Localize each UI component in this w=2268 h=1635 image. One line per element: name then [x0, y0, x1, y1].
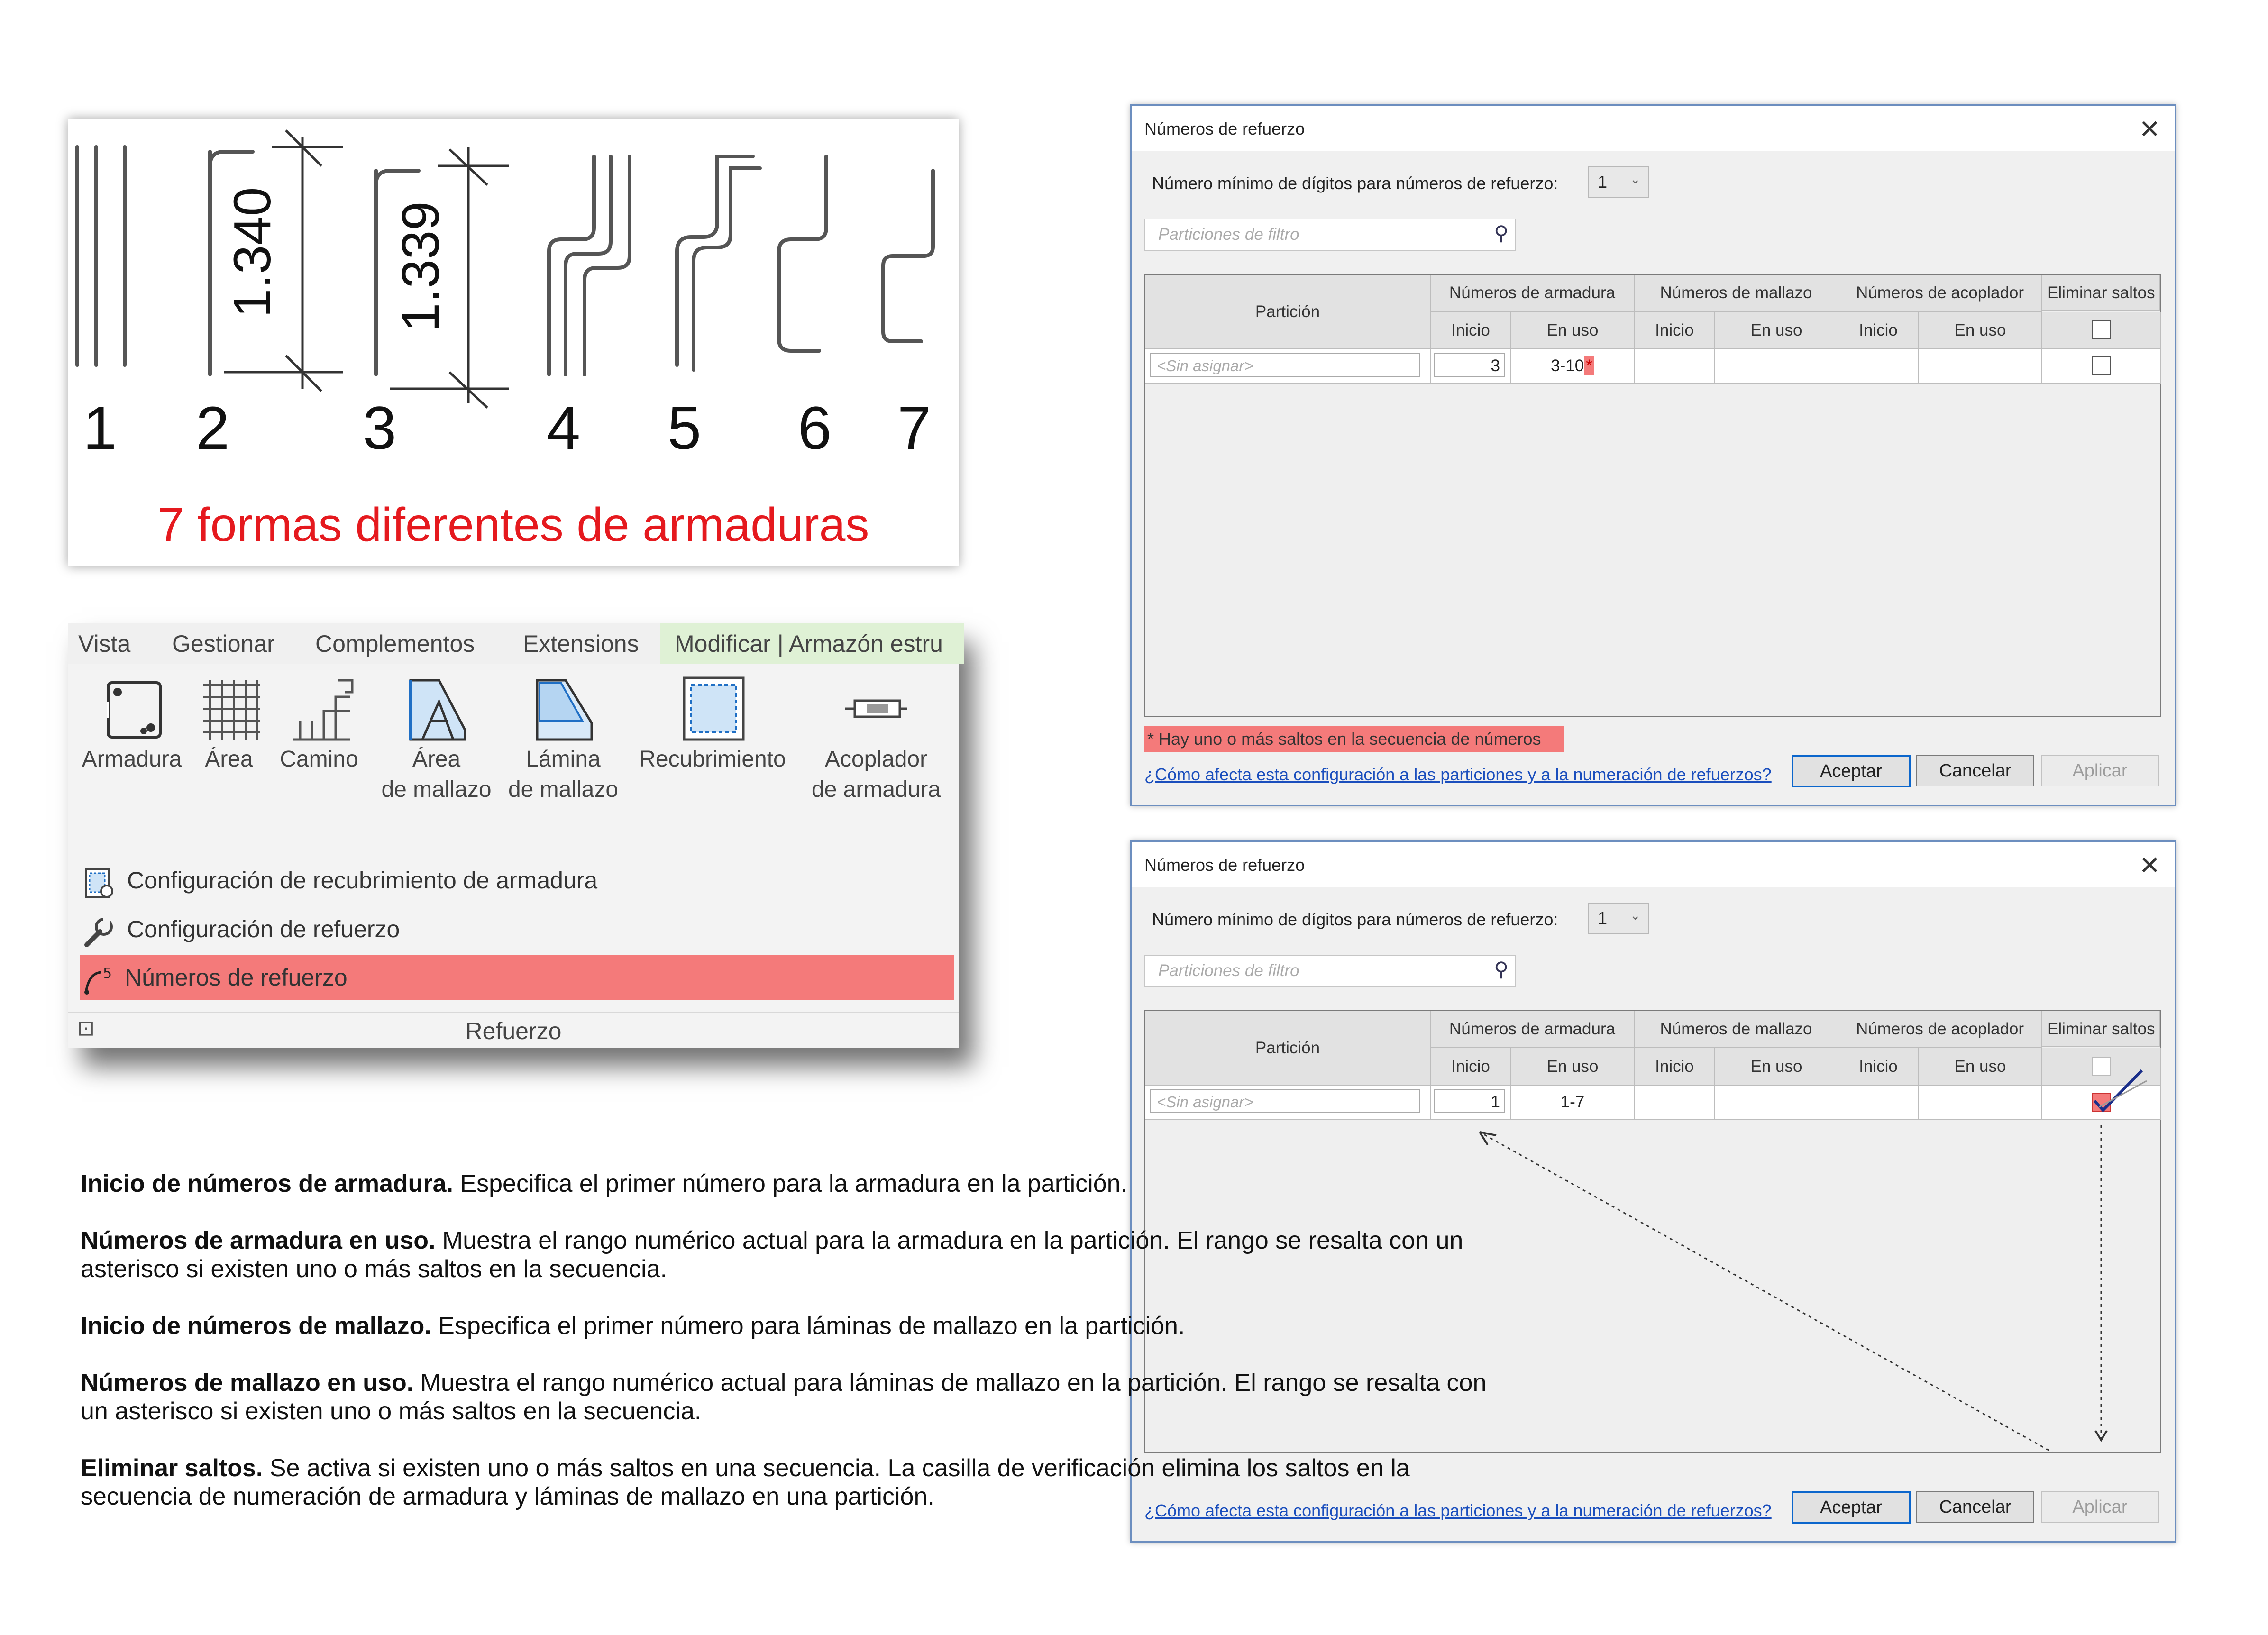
dialog-title-bar [1132, 842, 2175, 887]
shape-number-5: 5 [668, 394, 702, 462]
row-eliminar-saltos-checkbox[interactable] [2092, 356, 2111, 375]
group-mallazo-header: Números de mallazo [1635, 275, 1838, 312]
row-armadura-en-uso-cell [1511, 349, 1635, 384]
mallazo-inicio-header: Inicio [1635, 1048, 1715, 1086]
description-paragraph [81, 1369, 1503, 1425]
close-icon[interactable]: ✕ [2139, 851, 2160, 880]
cancel-button[interactable]: Cancelar [1916, 755, 2034, 786]
armadura-button[interactable] [77, 673, 186, 775]
menu-configuracion-refuerzo-label: Configuración de refuerzo [127, 916, 400, 942]
area-reinforcement-icon [193, 673, 265, 744]
rebar-numbers-dialog-top [1130, 104, 2176, 806]
mallazo-en-uso-header: En uso [1715, 1048, 1838, 1086]
gap-asterisk-badge: * [1584, 356, 1594, 375]
shape-5-bar-b [694, 168, 760, 370]
armadura-inicio-header: Inicio [1431, 312, 1511, 349]
area-button[interactable] [189, 673, 269, 775]
dialog-title: Números de refuerzo [1144, 855, 1305, 875]
apply-button[interactable]: Aplicar [2041, 1491, 2159, 1523]
row-armadura-inicio-input[interactable]: 3 [1434, 353, 1505, 377]
menu-configuracion-refuerzo[interactable] [82, 907, 935, 952]
group-acoplador-header: Números de acoplador [1838, 1011, 2042, 1048]
dimension-label-3: 1.339 [392, 201, 450, 332]
rebar-shapes-panel [68, 119, 959, 566]
description-paragraph [81, 1169, 1503, 1198]
filter-partitions-input[interactable] [1144, 955, 1516, 987]
group-mallazo-header: Números de mallazo [1635, 1011, 1838, 1048]
description-text: Muestra el rango numérico actual para la armadura en la partición. El rango se resalta con un asterisco si existen uno o más saltos en la secuencia. [81, 1227, 1463, 1283]
eliminar-saltos-all-cell [2042, 312, 2161, 349]
dialog-title: Números de refuerzo [1144, 119, 1305, 138]
description-term: Números de mallazo en uso. [81, 1369, 414, 1397]
tab-gestionar[interactable]: Gestionar [172, 630, 275, 657]
ribbon-tab-bar [68, 623, 959, 664]
camino-label: Camino [280, 747, 358, 772]
ribbon-panel [68, 623, 959, 1048]
rebar-icon [96, 673, 167, 744]
acoplador-de-armadura-label: Acoplador de armadura [811, 747, 941, 802]
ribbon-panel-footer [68, 1012, 959, 1048]
shape-4-bar-c [585, 156, 630, 374]
description-text: Especifica el primer número para la armadura en la partición. [453, 1170, 1128, 1197]
gap-warning-message: * Hay uno o más saltos en la secuencia de números [1144, 726, 1564, 752]
svg-text:5: 5 [103, 965, 112, 982]
field-descriptions [81, 1145, 1503, 1539]
row-particion-cell [1145, 349, 1431, 384]
description-text: Muestra el rango numérico actual para láminas de mallazo en la partición. El rango se resalta con un asterisco si existen uno o más saltos en la secuencia. [81, 1369, 1487, 1425]
lamina-de-mallazo-button[interactable] [504, 673, 622, 805]
camino-button[interactable] [272, 673, 366, 775]
min-digits-value: 1 [1598, 908, 1608, 928]
shape-number-2: 2 [196, 394, 230, 462]
chevron-down-icon: ⌄ [1629, 172, 1641, 186]
row-armadura-inicio-cell [1431, 349, 1511, 384]
help-link[interactable]: ¿Cómo afecta esta configuración a las particiones y a la numeración de refuerzos? [1144, 765, 1772, 784]
tab-modificar-label: Modificar | Armazón estru [675, 630, 943, 657]
row-eliminar-saltos-cell [2042, 349, 2161, 384]
description-term: Números de armadura en uso. [81, 1227, 436, 1254]
chevron-down-icon: ⌄ [1629, 908, 1641, 923]
description-text: Se activa si existen uno o más saltos en una secuencia. La casilla de verificación elimina los saltos en la secuencia de numeración de armadura y láminas de mallazo en una partición. [81, 1454, 1410, 1510]
description-paragraph [81, 1226, 1503, 1283]
acoplador-inicio-header: Inicio [1838, 312, 1919, 349]
shape-4-bar-b [566, 156, 611, 374]
shape-number-3: 3 [363, 394, 397, 462]
search-icon: ⚲ [1494, 958, 1509, 980]
tab-extensions[interactable]: Extensions [523, 630, 639, 657]
min-digits-label: Número mínimo de dígitos para números de refuerzo: [1152, 174, 1558, 193]
group-armadura-header: Números de armadura [1431, 1011, 1635, 1048]
arrowhead-diagonal [1480, 1132, 1496, 1145]
menu-configuracion-recubrimiento-label: Configuración de recubrimiento de armadura [127, 867, 598, 894]
row-mallazo-inicio-cell[interactable] [1635, 349, 1715, 384]
shape-5-bar-a [677, 156, 753, 365]
pin-icon[interactable]: ⊡ [77, 1017, 95, 1040]
row-mallazo-en-uso-cell [1715, 349, 1838, 384]
accept-button[interactable]: Aceptar [1792, 1491, 1911, 1524]
shape-6-bar [779, 156, 826, 351]
armadura-en-uso-header: En uso [1511, 312, 1635, 349]
eliminar-saltos-all-checkbox[interactable] [2092, 320, 2111, 339]
menu-numeros-de-refuerzo[interactable] [80, 955, 954, 1000]
partitions-grid [1144, 274, 2161, 717]
col-particion-header: Partición [1145, 275, 1431, 349]
row-particion-input[interactable]: <Sin asignar> [1150, 1089, 1420, 1113]
accept-button[interactable]: Aceptar [1792, 755, 1911, 787]
tab-vista[interactable]: Vista [78, 630, 131, 657]
min-digits-select[interactable] [1588, 903, 1649, 934]
rebar-coupler-icon [841, 673, 912, 744]
shape-number-6: 6 [798, 394, 832, 462]
filter-placeholder: Particiones de filtro [1158, 225, 1299, 244]
dotted-arrow-diagonal [1480, 1132, 2060, 1452]
group-armadura-header: Números de armadura [1431, 275, 1635, 312]
row-armadura-en-uso-value: 3-10 [1551, 356, 1584, 375]
armadura-inicio-header: Inicio [1431, 1048, 1511, 1086]
shape-2-hook [210, 152, 253, 166]
help-link[interactable]: ¿Cómo afecta esta configuración a las particiones y a la numeración de refuerzos? [1144, 1501, 1772, 1520]
col-particion-header: Partición [1145, 1011, 1431, 1086]
acoplador-en-uso-header: En uso [1919, 312, 2042, 349]
close-icon[interactable]: ✕ [2139, 115, 2160, 144]
area-de-mallazo-label: Área de mallazo [381, 747, 492, 802]
description-paragraph [81, 1454, 1503, 1511]
filter-placeholder: Particiones de filtro [1158, 961, 1299, 980]
filter-partitions-input[interactable] [1144, 219, 1516, 251]
description-term: Inicio de números de armadura. [81, 1170, 453, 1197]
mallazo-inicio-header: Inicio [1635, 312, 1715, 349]
wrench-icon [82, 915, 115, 949]
menu-numeros-de-refuerzo-label: Números de refuerzo [125, 964, 348, 991]
description-paragraph [81, 1312, 1503, 1340]
acoplador-en-uso-header: En uso [1919, 1048, 2042, 1086]
col-eliminar-saltos-header: Eliminar saltos [2042, 275, 2160, 311]
description-term: Eliminar saltos. [81, 1454, 263, 1482]
shape-number-4: 4 [547, 394, 581, 462]
acoplador-de-armadura-button[interactable] [798, 673, 954, 805]
shape-3-hook [376, 171, 419, 185]
area-de-mallazo-button[interactable] [374, 673, 499, 805]
lamina-de-mallazo-label: Lámina de mallazo [508, 747, 619, 802]
path-reinforcement-icon [284, 673, 355, 744]
cover-icon [677, 673, 748, 744]
row-armadura-inicio-input[interactable]: 1 [1434, 1089, 1505, 1113]
row-acoplador-inicio-cell[interactable] [1838, 349, 1919, 384]
dialog-title-bar [1132, 106, 2175, 151]
min-digits-select[interactable] [1588, 166, 1649, 198]
area-label: Área [205, 747, 253, 772]
shape-number-7: 7 [897, 394, 932, 462]
row-particion-input[interactable]: <Sin asignar> [1150, 353, 1420, 377]
row-acoplador-en-uso-cell [1919, 349, 2042, 384]
ribbon-panel-title: Refuerzo [465, 1018, 562, 1044]
armadura-label: Armadura [82, 747, 182, 772]
description-term: Inicio de números de mallazo. [81, 1312, 431, 1340]
min-digits-label: Número mínimo de dígitos para números de refuerzo: [1152, 910, 1558, 929]
shapes-caption: 7 formas diferentes de armaduras [157, 498, 869, 551]
cancel-button[interactable]: Cancelar [1916, 1491, 2034, 1523]
shape-number-1: 1 [83, 394, 117, 462]
recubrimiento-button[interactable] [632, 673, 793, 775]
description-text: Especifica el primer número para láminas de mallazo en la partición. [431, 1312, 1185, 1340]
acoplador-inicio-header: Inicio [1838, 1048, 1919, 1086]
recubrimiento-label: Recubrimiento [639, 747, 786, 772]
mallazo-en-uso-header: En uso [1715, 312, 1838, 349]
fabric-area-icon [401, 673, 472, 744]
fabric-sheet-icon [528, 673, 599, 744]
dimension-label-2: 1.340 [223, 187, 282, 318]
apply-button[interactable]: Aplicar [2041, 755, 2159, 786]
menu-configuracion-recubrimiento[interactable] [82, 858, 935, 903]
col-eliminar-saltos-header: Eliminar saltos [2042, 1011, 2160, 1047]
search-icon: ⚲ [1494, 222, 1509, 244]
tab-complementos[interactable]: Complementos [315, 630, 475, 657]
tab-modificar-armazon[interactable] [660, 623, 964, 664]
min-digits-value: 1 [1598, 172, 1608, 192]
shape-7-bar [883, 171, 933, 341]
group-acoplador-header: Números de acoplador [1838, 275, 2042, 312]
armadura-en-uso-header: En uso [1511, 1048, 1635, 1086]
rebar-numbers-icon [82, 964, 115, 997]
row-armadura-en-uso-value: 1-7 [1560, 1093, 1585, 1111]
cover-settings-icon [82, 867, 115, 900]
shape-4-bar-a [549, 156, 594, 374]
